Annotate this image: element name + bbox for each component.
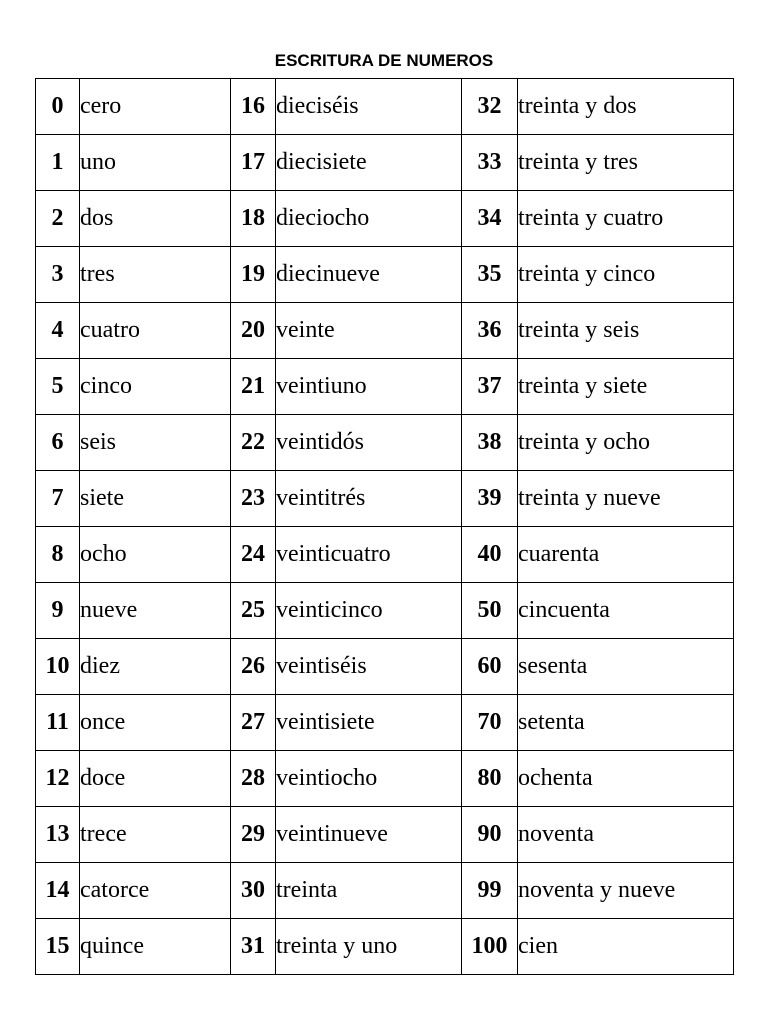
- number-word-cell: treinta y seis: [518, 303, 734, 359]
- number-word-cell: cuarenta: [518, 527, 734, 583]
- number-digit-cell: 19: [231, 247, 276, 303]
- number-digit-cell: 32: [462, 79, 518, 135]
- table-row: [36, 751, 734, 807]
- number-digit-cell: 24: [231, 527, 276, 583]
- number-digit-cell: 34: [462, 191, 518, 247]
- table-row: [36, 583, 734, 639]
- number-word-cell: veinte: [276, 303, 462, 359]
- table-row: [36, 191, 734, 247]
- number-digit-cell: 23: [231, 471, 276, 527]
- number-digit-cell: 9: [36, 583, 80, 639]
- table-row: [36, 471, 734, 527]
- number-word-cell: dos: [80, 191, 231, 247]
- number-digit-cell: 18: [231, 191, 276, 247]
- number-digit-cell: 29: [231, 807, 276, 863]
- number-digit-cell: 27: [231, 695, 276, 751]
- table-row: [36, 79, 734, 135]
- table-row: [36, 527, 734, 583]
- page-title: ESCRITURA DE NUMEROS: [274, 51, 494, 70]
- number-word-cell: siete: [80, 471, 231, 527]
- number-word-cell: treinta y tres: [518, 135, 734, 191]
- number-word-cell: treinta y siete: [518, 359, 734, 415]
- number-digit-cell: 31: [231, 919, 276, 975]
- number-digit-cell: 36: [462, 303, 518, 359]
- table-row: [36, 919, 734, 975]
- number-digit-cell: 30: [231, 863, 276, 919]
- number-digit-cell: 21: [231, 359, 276, 415]
- number-digit-cell: 35: [462, 247, 518, 303]
- table-row: [36, 359, 734, 415]
- number-word-cell: diecinueve: [276, 247, 462, 303]
- number-word-cell: cien: [518, 919, 734, 975]
- number-digit-cell: 3: [36, 247, 80, 303]
- number-word-cell: treinta y nueve: [518, 471, 734, 527]
- number-digit-cell: 10: [36, 639, 80, 695]
- number-word-cell: diez: [80, 639, 231, 695]
- table-row: [36, 303, 734, 359]
- number-word-cell: veintiséis: [276, 639, 462, 695]
- table-row: [36, 135, 734, 191]
- number-word-cell: treinta: [276, 863, 462, 919]
- number-word-cell: quince: [80, 919, 231, 975]
- number-digit-cell: 100: [462, 919, 518, 975]
- number-digit-cell: 22: [231, 415, 276, 471]
- number-digit-cell: 28: [231, 751, 276, 807]
- number-digit-cell: 4: [36, 303, 80, 359]
- number-word-cell: cuatro: [80, 303, 231, 359]
- number-word-cell: diecisiete: [276, 135, 462, 191]
- number-digit-cell: 20: [231, 303, 276, 359]
- number-word-cell: noventa: [518, 807, 734, 863]
- number-word-cell: nueve: [80, 583, 231, 639]
- number-word-cell: uno: [80, 135, 231, 191]
- number-word-cell: treinta y ocho: [518, 415, 734, 471]
- number-digit-cell: 2: [36, 191, 80, 247]
- number-word-cell: treinta y cuatro: [518, 191, 734, 247]
- table-row: [36, 695, 734, 751]
- numbers-table: [35, 78, 734, 975]
- number-digit-cell: 16: [231, 79, 276, 135]
- number-word-cell: treinta y cinco: [518, 247, 734, 303]
- number-digit-cell: 1: [36, 135, 80, 191]
- number-word-cell: dieciocho: [276, 191, 462, 247]
- table-row: [36, 639, 734, 695]
- number-digit-cell: 7: [36, 471, 80, 527]
- number-digit-cell: 26: [231, 639, 276, 695]
- number-word-cell: sesenta: [518, 639, 734, 695]
- number-word-cell: veinticuatro: [276, 527, 462, 583]
- number-digit-cell: 38: [462, 415, 518, 471]
- number-digit-cell: 50: [462, 583, 518, 639]
- number-word-cell: treinta y dos: [518, 79, 734, 135]
- number-word-cell: treinta y uno: [276, 919, 462, 975]
- number-word-cell: seis: [80, 415, 231, 471]
- number-digit-cell: 6: [36, 415, 80, 471]
- number-word-cell: catorce: [80, 863, 231, 919]
- number-digit-cell: 5: [36, 359, 80, 415]
- number-digit-cell: 15: [36, 919, 80, 975]
- number-digit-cell: 39: [462, 471, 518, 527]
- number-word-cell: tres: [80, 247, 231, 303]
- number-word-cell: ochenta: [518, 751, 734, 807]
- number-word-cell: veintisiete: [276, 695, 462, 751]
- table-body: [36, 79, 734, 975]
- number-digit-cell: 99: [462, 863, 518, 919]
- number-word-cell: cincuenta: [518, 583, 734, 639]
- table-row: [36, 863, 734, 919]
- number-word-cell: cinco: [80, 359, 231, 415]
- number-word-cell: veintidós: [276, 415, 462, 471]
- table-row: [36, 247, 734, 303]
- number-word-cell: veintiuno: [276, 359, 462, 415]
- number-digit-cell: 11: [36, 695, 80, 751]
- number-digit-cell: 14: [36, 863, 80, 919]
- number-digit-cell: 12: [36, 751, 80, 807]
- number-digit-cell: 0: [36, 79, 80, 135]
- number-digit-cell: 37: [462, 359, 518, 415]
- number-word-cell: trece: [80, 807, 231, 863]
- number-digit-cell: 60: [462, 639, 518, 695]
- number-digit-cell: 8: [36, 527, 80, 583]
- number-digit-cell: 17: [231, 135, 276, 191]
- number-word-cell: veintiocho: [276, 751, 462, 807]
- number-digit-cell: 90: [462, 807, 518, 863]
- table-row: [36, 807, 734, 863]
- number-word-cell: once: [80, 695, 231, 751]
- number-word-cell: veintinueve: [276, 807, 462, 863]
- number-word-cell: doce: [80, 751, 231, 807]
- number-digit-cell: 25: [231, 583, 276, 639]
- number-digit-cell: 33: [462, 135, 518, 191]
- number-word-cell: dieciséis: [276, 79, 462, 135]
- number-word-cell: ocho: [80, 527, 231, 583]
- number-digit-cell: 70: [462, 695, 518, 751]
- number-digit-cell: 13: [36, 807, 80, 863]
- number-word-cell: veintitrés: [276, 471, 462, 527]
- number-word-cell: cero: [80, 79, 231, 135]
- number-digit-cell: 40: [462, 527, 518, 583]
- number-word-cell: setenta: [518, 695, 734, 751]
- number-word-cell: veinticinco: [276, 583, 462, 639]
- number-word-cell: noventa y nueve: [518, 863, 734, 919]
- table-row: [36, 415, 734, 471]
- number-digit-cell: 80: [462, 751, 518, 807]
